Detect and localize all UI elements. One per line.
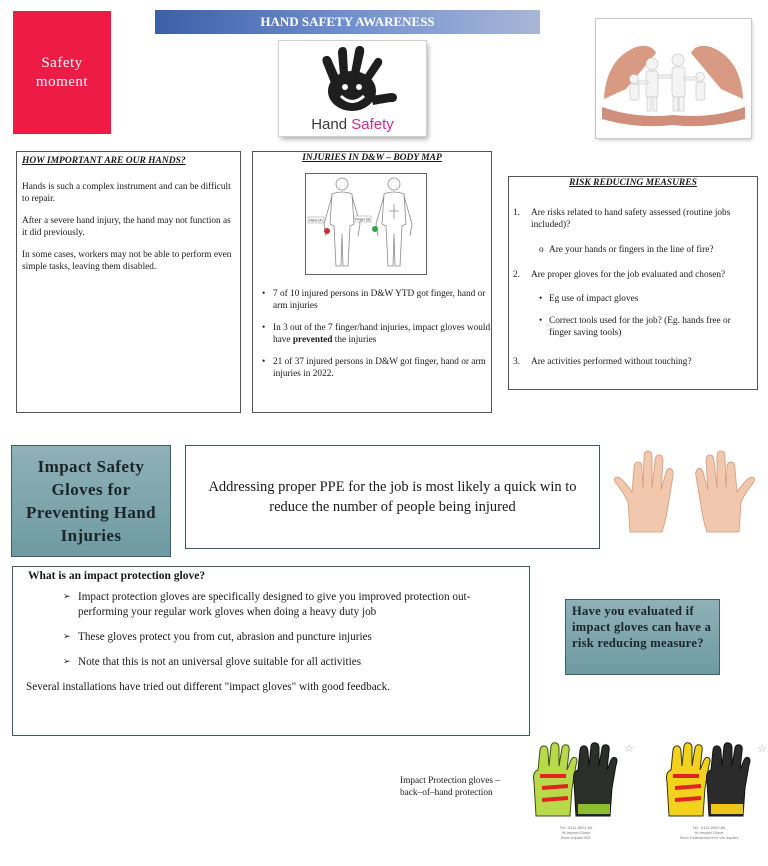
injury-stat-item [273, 288, 501, 312]
injuries-title: INJURIES IN D&W – BODY MAP [302, 153, 442, 163]
impact-glove-pair-image [663, 742, 755, 820]
impact-heading-line: Impact Safety [37, 457, 145, 476]
risk-sub-text: Correct tools used for the job? (Eg. hands free or finger saving tools) [549, 316, 731, 338]
impact-heading-line: Gloves for [51, 480, 131, 499]
open-hands-photo [612, 450, 757, 533]
risk-item [513, 356, 751, 368]
logo-word-safety: Safety [351, 116, 394, 133]
glove-product-meta [663, 825, 755, 840]
risk-item-number: 2. [513, 270, 520, 280]
logo-word-hand: Hand [311, 116, 352, 133]
risk-sub-item [539, 315, 751, 339]
hands-importance-paragraph-3: In some cases, workers may not be able to perform even simple tasks, leaving them disabled. [22, 250, 232, 272]
risk-sub-item [539, 293, 751, 305]
bodymap-label-hand: Hand (4) [309, 218, 323, 223]
glove-product-name: Boxx Impact 801 [561, 835, 591, 840]
impact-glove-info-box [12, 566, 530, 736]
glove-product-type: Hi-Impact Glove [694, 830, 724, 835]
risk-item-text: Are proper gloves for the job evaluated and chosen? [531, 270, 726, 280]
injury-stat-emphasis: prevented [292, 335, 333, 345]
impact-glove-info-title: What is an impact protection glove? [28, 570, 206, 582]
open-palms-icon [612, 450, 757, 533]
body-outline-icon [306, 174, 426, 274]
hands-importance-title: HOW IMPORTANT ARE OUR HANDS? [22, 156, 186, 166]
glove-product-code: Tel.: 0111-8001-66 [559, 825, 593, 830]
logo-wordmark [279, 116, 426, 133]
favorite-star-icon[interactable]: ☆ [757, 742, 767, 755]
glove-product-type: Hi-Impact Glove [561, 830, 591, 835]
favorite-star-icon[interactable]: ☆ [624, 742, 634, 755]
body-map-diagram [305, 173, 427, 275]
injury-stats-list [259, 288, 501, 390]
gloves-caption-line: back–of–hand protection [400, 788, 493, 798]
risk-sub-item [539, 244, 751, 256]
risk-item [513, 269, 751, 281]
risk-sub-text: Are your hands or fingers in the line of fire? [549, 245, 714, 255]
impact-glove-info-item: ➢ Note that this is not an universal glove suitable for all activities [78, 655, 517, 670]
glove-product-meta [530, 825, 622, 840]
risk-item-text: Are activities performed without touching? [531, 357, 692, 367]
hands-importance-paragraph-1: Hands is such a complex instrument and can be difficult to repair. [22, 182, 231, 204]
impact-glove-info-list [25, 590, 517, 670]
impact-glove-feedback-note: Several installations have tried out different "impact gloves" with good feedback. [26, 681, 391, 693]
glove-product-code: Tel.: 0111-8002-66 [692, 825, 726, 830]
hands-importance-paragraph-2: After a severe hand injury, the hand may not function as it did previously. [22, 216, 231, 238]
glove-product-name: Boxx Endeavourer Hi-Vis Impact [680, 835, 738, 840]
hand-safety-logo [279, 41, 426, 136]
hands-importance-box [16, 151, 241, 413]
injury-stat-text: 21 of 37 injured persons in D&W got finger, hand or arm injuries in 2022. [273, 357, 486, 379]
risk-item-number: 1. [513, 208, 520, 218]
protective-hands-family-icon [596, 19, 751, 138]
risk-measures-box [508, 176, 758, 390]
quick-win-text: Addressing proper PPE for the job is most likely a quick win to reduce the number of people being injured [208, 479, 577, 515]
family-protection-image [596, 19, 751, 138]
risk-item-number: 3. [513, 357, 520, 367]
injury-stat-text: 7 of 10 injured persons in D&W YTD got finger, hand or arm injuries [273, 289, 486, 311]
risk-item [513, 207, 751, 231]
quick-win-statement [185, 445, 600, 549]
risk-sub-bullet: • [539, 294, 543, 304]
gloves-caption-line: Impact Protection gloves – [400, 776, 500, 786]
risk-sub-text: Eg use of impact gloves [549, 294, 639, 304]
impact-heading-line: Injuries [60, 526, 122, 545]
risk-sub-bullet: • [539, 316, 543, 326]
evaluate-gloves-callout: Have you evaluated if impact gloves can have a risk reducing measure? [565, 599, 720, 675]
bodymap-label-finger: Finger (3) [355, 217, 371, 222]
safety-moment-tile [13, 11, 111, 134]
impact-heading-line: Preventing Hand [26, 503, 156, 522]
injury-stat-item [273, 356, 501, 380]
glove-product-card[interactable] [663, 742, 767, 840]
impact-glove-info-item: ➢ Impact protection gloves are specifically designed to give you improved protection out-performing your regular work gloves when doing a heavy duty job [78, 590, 517, 620]
impact-glove-info-item: ➢ These gloves protect you from cut, abrasion and puncture injuries [78, 630, 517, 645]
impact-gloves-heading [11, 445, 171, 557]
risk-sub-bullet: o [539, 245, 544, 255]
impact-glove-pair-image [530, 742, 622, 820]
glove-product-card[interactable] [530, 742, 634, 840]
safety-moment-line1: Safety [41, 54, 83, 71]
injury-stat-item [273, 322, 501, 346]
page-banner-title: HAND SAFETY AWARENESS [155, 10, 540, 34]
risk-measures-title: RISK REDUCING MEASURES [569, 178, 697, 188]
gloves-caption [400, 775, 515, 799]
safety-moment-line2: moment [35, 73, 89, 90]
risk-item-text: Are risks related to hand safety assessed (routine jobs included)? [531, 208, 731, 230]
injury-stat-text: the injuries [332, 335, 377, 345]
injuries-body-map-box [252, 151, 492, 413]
injury-stat-text: In 3 out of the 7 finger/hand injuries, impact gloves would have [273, 323, 491, 345]
